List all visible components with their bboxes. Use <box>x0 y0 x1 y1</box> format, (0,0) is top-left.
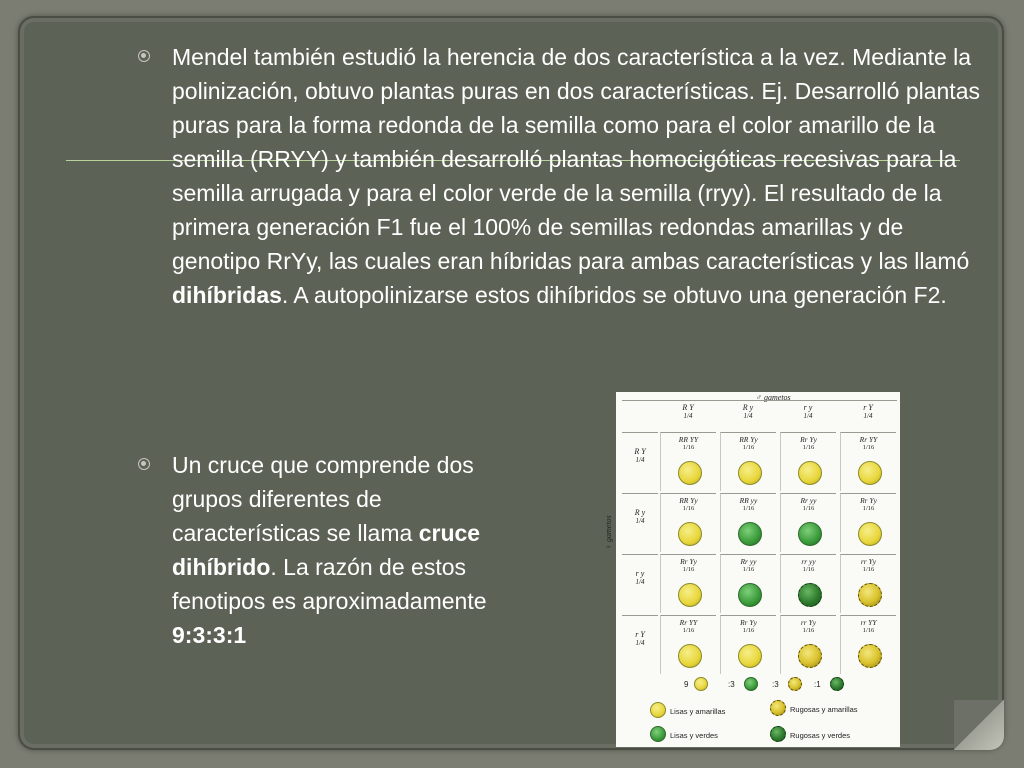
genotype-fraction: 1/16 <box>682 627 695 634</box>
column-gamete-header <box>780 401 836 432</box>
phenotype-ratio <box>616 676 900 694</box>
seed-icon <box>678 522 702 546</box>
male-gametes-title: ♂ gametos <box>756 393 791 402</box>
genotype-label: Rr YY <box>679 618 698 627</box>
seed-icon <box>858 461 882 485</box>
punnett-cell <box>780 432 836 491</box>
seed-icon <box>858 644 882 668</box>
genotype-fraction: 1/16 <box>802 627 815 634</box>
seed-icon <box>738 583 762 607</box>
ratio-value: 9 <box>684 680 689 689</box>
legend-label: Lisas y amarillas <box>670 707 726 716</box>
genotype-fraction: 1/16 <box>862 566 875 573</box>
bullet-text <box>172 40 984 312</box>
seed-icon <box>650 702 666 718</box>
gamete-fraction: 1/4 <box>635 578 645 586</box>
genotype-label: Rr YY <box>859 435 878 444</box>
seed-icon <box>650 726 666 742</box>
genotype-fraction: 1/16 <box>682 505 695 512</box>
gamete-fraction: 1/4 <box>803 412 813 420</box>
legend-label: Rugosas y verdes <box>790 731 851 740</box>
genotype-label: RR Yy <box>739 435 758 444</box>
gamete-label: r y <box>635 569 645 578</box>
genotype-label: Rr Yy <box>860 496 877 505</box>
legend-label: Rugosas y amarillas <box>790 705 858 714</box>
seed-icon <box>788 677 802 691</box>
genotype-fraction: 1/16 <box>802 566 815 573</box>
genotype-label: Rr Yy <box>740 618 757 627</box>
seed-icon <box>770 726 786 742</box>
genotype-label: RR yy <box>739 496 758 505</box>
gamete-fraction: 1/4 <box>683 412 693 420</box>
gamete-fraction: 1/4 <box>635 639 645 647</box>
row-gamete-header <box>622 615 658 674</box>
bullet2-text-a: Un cruce que comprende dos grupos diferentes de características se llama <box>172 452 474 546</box>
genotype-fraction: 1/16 <box>862 627 875 634</box>
genotype-fraction: 1/16 <box>742 444 755 451</box>
seed-icon <box>738 461 762 485</box>
gamete-label: r Y <box>635 630 645 639</box>
seed-icon <box>798 644 822 668</box>
seed-icon <box>678 583 702 607</box>
seed-icon <box>798 522 822 546</box>
column-gamete-header <box>660 401 716 432</box>
genotype-label: Rr Yy <box>800 435 817 444</box>
bullet1-text-a: Mendel también estudió la herencia de dos característica a la vez. Mediante la polinización, obtuvo plantas puras en dos características. Ej. Desarrolló plantas puras para la forma redonda de la semilla como para el color amarillo de la semilla (RRYY) y también desarrolló plantas homocigóticas recesivas para la semilla arrugada y para el color verde de la semilla (rryy). El resultado de la primera generación F1 fue el 100% de semillas redondas amarillas y de genotipo RrYy, las cuales eran híbridas para ambas características y las llamó <box>172 44 980 274</box>
bullet2-bold-term: cruce dihíbrido <box>172 520 481 580</box>
punnett-cell <box>720 493 776 552</box>
bullet1-bold-term: dihíbridas <box>172 282 282 308</box>
seed-icon <box>694 677 708 691</box>
row-gamete-header <box>622 554 658 613</box>
gamete-label: R y <box>742 403 754 412</box>
seed-icon <box>798 461 822 485</box>
seed-icon <box>678 461 702 485</box>
bullet2-bold-ratio: 9:3:3:1 <box>172 622 247 648</box>
genotype-fraction: 1/16 <box>802 505 815 512</box>
ratio-value: :1 <box>814 680 821 689</box>
genotype-label: rr Yy <box>800 618 817 627</box>
punnett-cell <box>660 493 716 552</box>
punnett-cell <box>780 493 836 552</box>
genotype-label: rr yy <box>801 557 816 566</box>
genotype-label: RR Yy <box>679 496 698 505</box>
gamete-label: R Y <box>634 447 646 456</box>
gamete-label: R y <box>634 508 646 517</box>
bullet-dihybrid-cross <box>138 448 518 658</box>
punnett-cell <box>660 554 716 613</box>
gamete-fraction: 1/4 <box>635 517 645 525</box>
bullet2-text-b: . La razón de estos fenotipos es aproximadamente <box>172 554 487 614</box>
genotype-label: Rr Yy <box>680 557 697 566</box>
legend-label: Lisas y verdes <box>670 731 718 740</box>
punnett-cell <box>840 615 896 674</box>
seed-icon <box>738 522 762 546</box>
bullet-icon <box>138 458 150 470</box>
punnett-cell <box>720 554 776 613</box>
gamete-fraction: 1/4 <box>863 412 873 420</box>
genotype-fraction: 1/16 <box>862 444 875 451</box>
genotype-fraction: 1/16 <box>742 505 755 512</box>
genotype-label: rr YY <box>860 618 877 627</box>
column-gamete-header <box>840 401 896 432</box>
genotype-fraction: 1/16 <box>742 566 755 573</box>
punnett-square-figure <box>604 392 900 747</box>
seed-icon <box>798 583 822 607</box>
gamete-label: R Y <box>682 403 694 412</box>
punnett-cell <box>660 432 716 491</box>
seed-icon <box>770 700 786 716</box>
row-gamete-header <box>622 432 658 491</box>
genotype-fraction: 1/16 <box>682 444 695 451</box>
gamete-fraction: 1/4 <box>635 456 645 464</box>
genotype-label: Rr yy <box>800 496 817 505</box>
gamete-label: r y <box>803 403 813 412</box>
genotype-fraction: 1/16 <box>802 444 815 451</box>
genotype-fraction: 1/16 <box>742 627 755 634</box>
genotype-label: rr Yy <box>860 557 877 566</box>
ratio-value: :3 <box>772 680 779 689</box>
punnett-cell <box>840 432 896 491</box>
punnett-grid <box>622 400 897 673</box>
punnett-cell <box>660 615 716 674</box>
genotype-fraction: 1/16 <box>862 505 875 512</box>
seed-icon <box>830 677 844 691</box>
seed-icon <box>858 522 882 546</box>
bullet-mendel-dihybrid <box>138 40 988 380</box>
row-gamete-header <box>622 493 658 552</box>
punnett-cell <box>720 432 776 491</box>
seed-icon <box>858 583 882 607</box>
page-fold-corner <box>954 700 1004 750</box>
genotype-label: Rr yy <box>740 557 757 566</box>
punnett-cell <box>840 493 896 552</box>
punnett-cell <box>720 615 776 674</box>
punnett-cell <box>780 554 836 613</box>
bullet-icon <box>138 50 150 62</box>
ratio-value: :3 <box>728 680 735 689</box>
seed-icon <box>678 644 702 668</box>
seed-icon <box>738 644 762 668</box>
genotype-fraction: 1/16 <box>682 566 695 573</box>
punnett-cell <box>840 554 896 613</box>
female-gametes-title: ♀ gametos <box>604 515 613 550</box>
seed-icon <box>744 677 758 691</box>
punnett-cell <box>780 615 836 674</box>
column-gamete-header <box>720 401 776 432</box>
genotype-label: RR YY <box>678 435 699 444</box>
gamete-label: r Y <box>863 403 873 412</box>
gamete-fraction: 1/4 <box>743 412 753 420</box>
bullet-text <box>172 448 517 652</box>
bullet1-text-b: . A autopolinizarse estos dihíbridos se obtuvo una generación F2. <box>281 282 947 308</box>
